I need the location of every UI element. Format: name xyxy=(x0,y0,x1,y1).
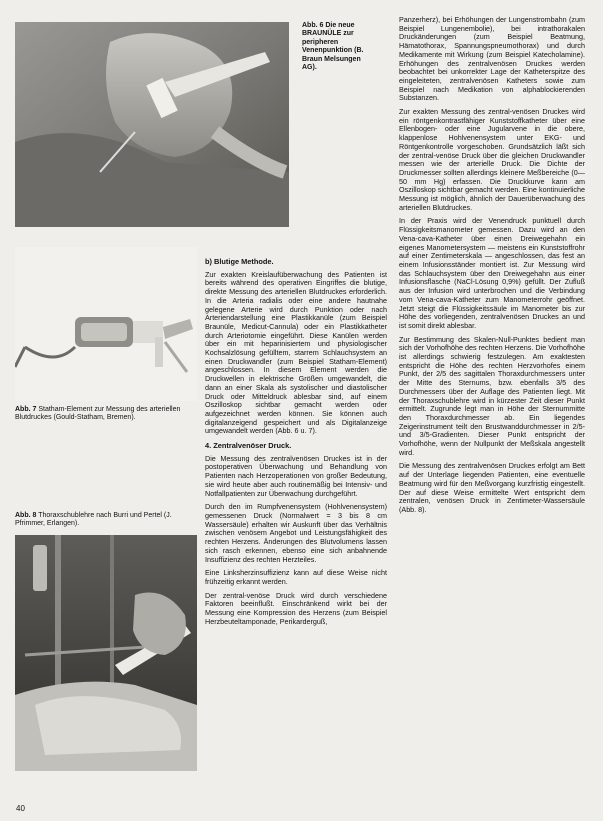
fig7-label: Abb. 7 xyxy=(15,406,37,413)
section-4-paragraph: Der zentral-venöse Druck wird durch verschiedene Faktoren beeinflußt. Einschränkend wirkt bei der Messung eine Kompression des Herzens (zum Beispiel Herzbeuteltamponade, Perikarderguß, xyxy=(205,590,387,626)
section-b-paragraph: Zur exakten Kreislaufüberwachung des Patienten ist bereits während des operativen Eingriffes die blutige, direkte Messung des arteriellen Blutdruckes erforderlich. In die Arteria radialis oder eine andere hautnahe gelegene Arterie wird durch Punktion oder nach Arteriendarstellung eine Plastikkanüle (zum Beispiel Braunüle, Medicut-Cannula) oder ein Plastikkatheter durch Arteriotomie eingeführt. Diese Kanülen werden über ein mit heparinisiertem und physiologischer Kochsalzlösung gefülltem, starrem Schlauchsystem an einen Druckwandler (zum Beispiel Statham-Element) angeschlossen. In diesem Element werden die Druckwellen in elektrische Größen umgewandelt, die dann an einer Skala als systolischer und diastolischer Druck oder Mitteldruck ablesbar sind, auf einem Oszilloskop sichtbar gemacht werden oder aufgezeichnet werden können. Sie können auch digitalanzeigend gespeichert und als Digitalanzeige umgewandelt werden (Abb. 6 u. 7). xyxy=(205,269,387,436)
section-b-heading: b) Blutige Methode. xyxy=(205,257,274,266)
right-paragraph: Zur exakten Messung des zentral-venösen Druckes wird ein röntgenkontrastfähiger Kunststoffkatheter über eine Ellenbogen- oder eine Jugularvene in die obere, klappenlose Hohlvenensystem unter EKG- und Röntgenkontrolle vorgeschoben. Grundsätzlich läßt sich der zentral-venöse Druck über die gleichen Druckwandler messen wie der arterielle Druck. Die Dichte der Druckmesser sollten allerdings kleinere Meßbereiche (0—50 mm Hg) erfassen. Die Druckkurve kann am Oszilloskop sichtbar gemacht werden. Eine kontinuierliche Messung ist möglich, ähnlich der Dauerüberwachung des arteriellen Blutdruckes. xyxy=(399,107,585,212)
right-paragraph: Panzerherz), bei Erhöhungen der Lungenstrombahn (zum Beispiel Lungenembolie), bei intrathorakalen Druckänderungen (zum Beispiel Beatmung, Hämatothorax, Spannungspneumothorax) und durch Medikamente mit Wirkung (zum Beispiel Katecholamine). Erhöhungen des zentralvenösen Druckes werden beobachtet bei unkorrekter Lage der Katheterspitze des eingeleiteten, zentralvenösen Katheters sowie zum Beispiel nach Medikation von alphablockierenden Substanzen. xyxy=(399,15,585,103)
fig6-label: Abb. 6 xyxy=(302,22,324,29)
fig6-caption xyxy=(302,22,370,72)
fig6-photo xyxy=(15,22,289,227)
section-4-paragraph: Eine Linksherzinsuffizienz kann auf diese Weise nicht frühzeitig erkannt werden. xyxy=(205,568,387,586)
fig7-text: Statham-Element zur Messung des arteriellen Blutdruckes (Gould-Statham, Bremen). xyxy=(15,406,181,422)
section-4-paragraph: Die Messung des zentralvenösen Druckes ist in der postoperativen Überwachung und Behandlung von Patienten nach Herzoperationen von großer Bedeutung, sie wird heute aber auch routinemäßig bei Intensiv- und Notfallpatienten zur Überwachung durchgeführt. xyxy=(205,453,387,498)
fig7-caption xyxy=(15,406,193,423)
fig6-text: Die neue BRAUNÜLE zur peripheren Venenpunktion (B. Braun Melsungen AG). xyxy=(302,22,364,72)
right-paragraph: Die Messung des zentralvenösen Druckes erfolgt am Bett auf der Unterlage liegenden Patienten, eine eventuelle Beatmung wird für den Meßvorgang kurzfristig eingestellt. Der auf diese Weise ermittelte Wert entspricht dem zentralen, venösen Druck in Zentimeter-Wassersäule (Abb. 8). xyxy=(399,461,585,514)
fig8-label: Abb. 8 xyxy=(15,512,37,519)
right-column xyxy=(399,16,585,520)
right-paragraph: In der Praxis wird der Venendruck punktuell durch Flüssigkeitsmanometer gemessen. Dazu wird an den Vena-cava-Katheter über einen Dreiwegehahn ein eigenes Manometersystem — meistens ein Kunststoffrohr auf einer Zentimeterskala — angeschlossen, das fest an einem Infusionsständer montiert ist. Zur Messung wird das Schlauchsystem über den Dreiwegehahn aus einer Infusionsflasche (NaCl-Lösung 0,9%) gefüllt. Der Zufluß aus der Infusion wird unterbrochen und die Verbindung vom Vena-cava-Katheter zum Manometerrohr geöffnet. Jetzt steigt die Flüssigkeitssäule im Manometer bis zur Höhe des vorliegenden, zentralvenösen Druckes an und ist somit direkt ablesbar. xyxy=(399,216,585,330)
fig8-photo xyxy=(15,535,197,771)
section-4-heading: 4. Zentralvenöser Druck. xyxy=(205,441,292,451)
fig8-text: Thoraxschublehre nach Burri und Pertel (J. Pfrimmer, Erlangen). xyxy=(15,512,172,528)
fig7-photo xyxy=(15,247,197,401)
right-paragraph: Zur Bestimmung des Skalen-Null-Punktes bedient man sich der Vorhofhöhe des rechten Herzens. Die Vorhofhöhe ist allerdings schwierig festzulegen. Am exaktesten entspricht die Höhe des rechten Herzvorhofes einem Punkt, der 2/5 des sagittalen Thoraxdurchmessers unter der Mitte des Sternums, bzw. ebenfalls 3/5 des Durchmessers über der Auflage des Patienten liegt. Mit der Thoraxschublehre wird in kürzester Zeit dieser Punkt ermittelt. Zugrunde legt man in Höhe der Sternummitte den Thoraxdurchmesser ab. Ein liegendes Zeigerinstrument teilt den Brustwanddurchmesser in 2/5- und 3/5-Gradienten. Dieser Punkt entspricht der Vorhofhöhe, wenn der Nullpunkt der Meßskala angestellt wird. xyxy=(399,334,585,457)
page-number: 40 xyxy=(16,804,25,813)
section-4-paragraph: Durch den im Rumpfvenensystem (Hohlvenensystem) gemessenen Druck (Normalwert = 3 bis 8 cm Wassersäule) erhalten wir Auskunft über das Verhältnis zwischen venösem Angebot und Leistungsfähigkeit des rechten Herzens. Änderungen des Blutvolumens lassen sich rasch erkennen, ebenso eine sich anbahnende Insuffizienz des rechten Herzteiles. xyxy=(205,502,387,564)
fig8-caption xyxy=(15,512,195,529)
middle-column xyxy=(205,258,387,631)
